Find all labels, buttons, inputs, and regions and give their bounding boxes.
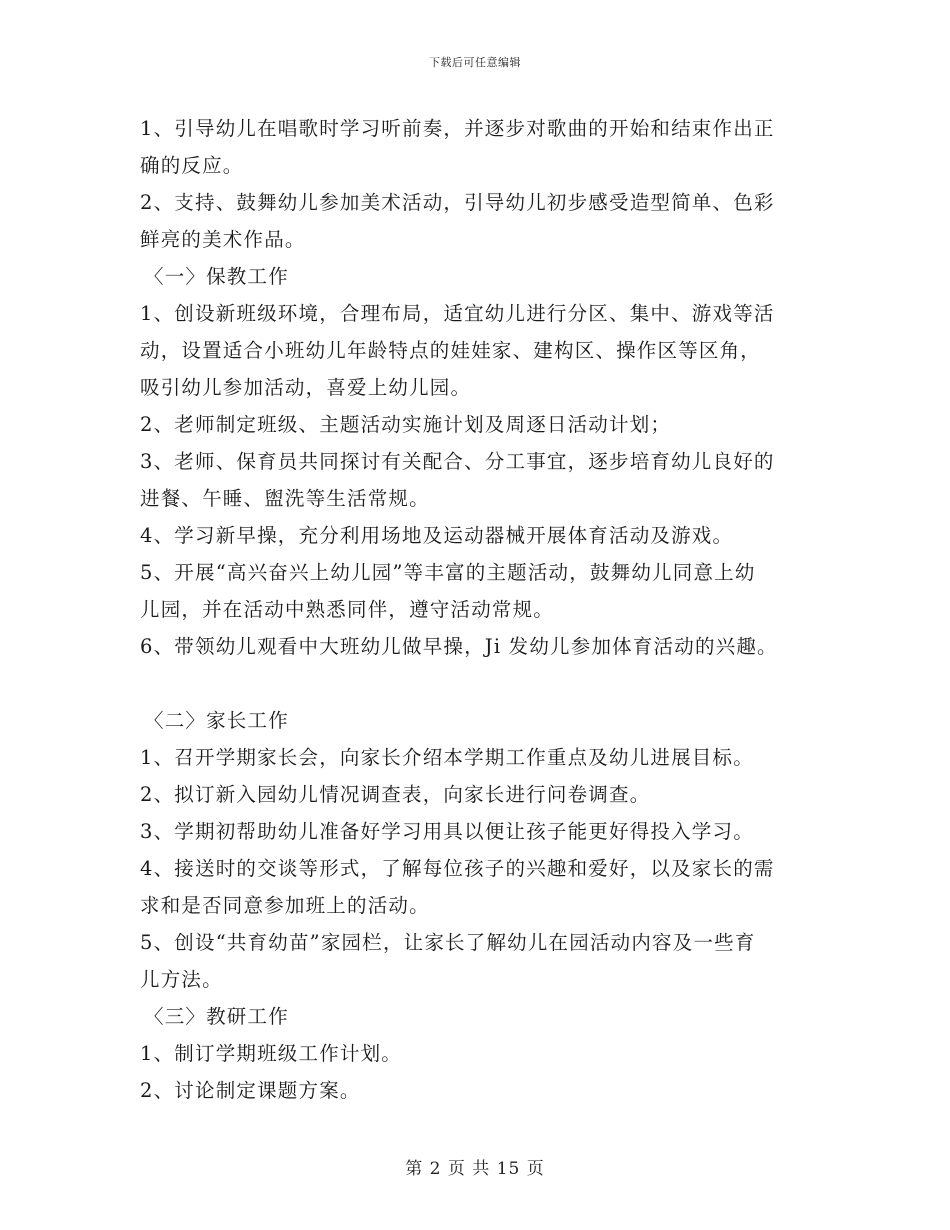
paragraph-line: 求和是否同意参加班上的活动。 xyxy=(140,894,430,917)
paragraph-line: 1、引导幼儿在唱歌时学习听前奏，并逐步对歌曲的开始和结束作出正 xyxy=(140,117,775,140)
page-number: 第 2 页 共 15 页 xyxy=(405,1159,545,1179)
paragraph-line: 6、带领幼儿观看中大班幼儿做早操，Ji 发幼儿参加体育活动的兴趣。 xyxy=(140,635,778,658)
paragraph-line: 进餐、午睡、盥洗等生活常规。 xyxy=(140,487,430,510)
section-heading-jiaoyan: 〈三〉教研工作 xyxy=(144,1005,289,1028)
paragraph-line: 1、制订学期班级工作计划。 xyxy=(140,1042,403,1065)
paragraph-line: 1、召开学期家长会，向家长介绍本学期工作重点及幼儿进展目标。 xyxy=(140,746,754,769)
paragraph-line: 儿园，并在活动中熟悉同伴，遵守活动常规。 xyxy=(140,598,555,621)
paragraph-line: 2、拟订新入园幼儿情况调查表，向家长进行问卷调查。 xyxy=(140,783,651,806)
paragraph-line: 动，设置适合小班幼儿年龄特点的娃娃家、建构区、操作区等区角， xyxy=(140,339,762,362)
paragraph-line: 吸引幼儿参加活动，喜爱上幼儿园。 xyxy=(140,376,472,399)
paragraph-line: 4、学习新早操，充分利用场地及运动器械开展体育活动及游戏。 xyxy=(140,524,734,547)
paragraph-line: 2、老师制定班级、主题活动实施计划及周逐日活动计划； xyxy=(140,413,672,436)
paragraph-line: 5、开展“高兴奋兴上幼儿园”等丰富的主题活动，鼓舞幼儿同意上幼 xyxy=(140,561,756,584)
paragraph-line: 确的反应。 xyxy=(140,154,244,177)
paragraph-line: 2、支持、鼓舞幼儿参加美术活动，引导幼儿初步感受造型简单、色彩 xyxy=(140,191,775,214)
paragraph-line: 1、创设新班级环境，合理布局，适宜幼儿进行分区、集中、游戏等活 xyxy=(140,302,775,325)
section-heading-baojiao: 〈一〉保教工作 xyxy=(144,265,289,288)
page-header: 下载后可任意编辑 xyxy=(429,56,521,69)
paragraph-line: 2、讨论制定课题方案。 xyxy=(140,1079,361,1102)
paragraph-line: 3、老师、保育员共同探讨有关配合、分工事宜，逐步培育幼儿良好的 xyxy=(140,450,775,473)
paragraph-line: 5、创设“共育幼苗”家园栏，让家长了解幼儿在园活动内容及一些育 xyxy=(140,931,756,954)
paragraph-line: 4、接送时的交谈等形式，了解每位孩子的兴趣和爱好，以及家长的需 xyxy=(140,857,775,880)
blank-line xyxy=(140,665,812,702)
section-heading-jiazhang: 〈二〉家长工作 xyxy=(144,709,289,732)
paragraph-line: 3、学期初帮助幼儿准备好学习用具以便让孩子能更好得投入学习。 xyxy=(140,820,754,843)
document-body xyxy=(140,110,812,1109)
paragraph-line: 儿方法。 xyxy=(140,968,223,991)
paragraph-line: 鲜亮的美术作品。 xyxy=(140,228,306,251)
